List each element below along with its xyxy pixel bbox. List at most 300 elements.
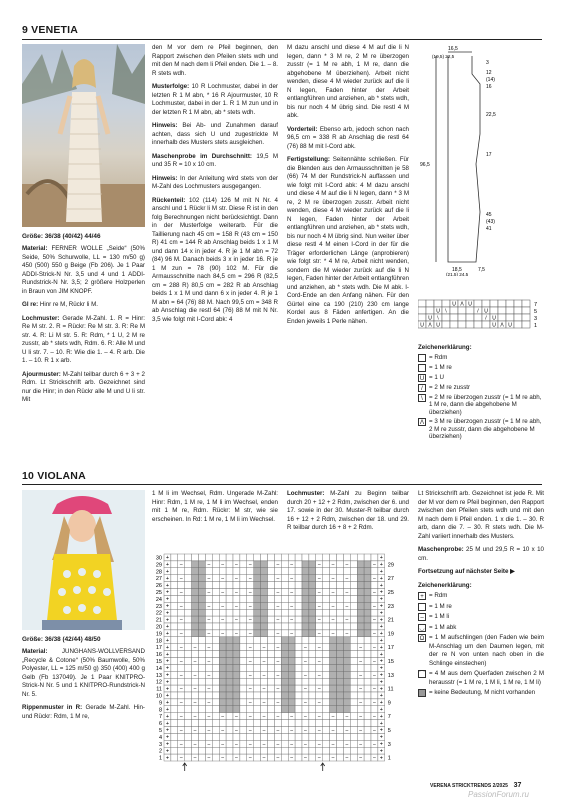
chart2-cell bbox=[192, 747, 199, 754]
venetia-legend-text: = 1 U bbox=[429, 373, 444, 381]
chart2-cell bbox=[274, 595, 281, 602]
chart2-cell bbox=[240, 747, 247, 754]
chart2-cell bbox=[295, 658, 302, 665]
chart2-cell bbox=[274, 706, 281, 713]
chart2-symbol: – bbox=[331, 755, 335, 762]
chart2-cell bbox=[233, 609, 240, 616]
chart2-cell bbox=[350, 706, 357, 713]
chart2-cell bbox=[254, 561, 261, 568]
chart2-edge-symbol: + bbox=[165, 569, 170, 575]
chart2-cell bbox=[295, 554, 302, 561]
chart2-cell bbox=[309, 554, 316, 561]
chart2-cell bbox=[185, 720, 192, 727]
chart1-cell bbox=[418, 307, 426, 314]
chart2-cell bbox=[212, 733, 219, 740]
chart2-cell bbox=[364, 623, 371, 630]
chart2-cell bbox=[171, 595, 178, 602]
chart2-row-label-left: 17 bbox=[155, 645, 162, 652]
chart2-cell bbox=[323, 671, 330, 678]
chart2-cell bbox=[254, 575, 261, 582]
chart2-symbol: – bbox=[248, 630, 252, 637]
chart2-cell bbox=[247, 568, 254, 575]
chart2-cell bbox=[274, 678, 281, 685]
chart2-cell bbox=[295, 637, 302, 644]
chart2-cell bbox=[343, 685, 350, 692]
chart2-row-label-left: 6 bbox=[158, 721, 162, 728]
chart2-cell bbox=[261, 589, 268, 596]
chart2-cell bbox=[295, 733, 302, 740]
chart2-cell bbox=[219, 658, 226, 665]
chart2-edge-symbol: + bbox=[379, 707, 383, 713]
chart2-cell bbox=[309, 609, 316, 616]
chart2-cell bbox=[192, 616, 199, 623]
rueckenteil-text: 102 (114) 126 M mit N Nr. 4 anschl und 1 Rückr li M str. Diese R ist in den folg Berechnungen nicht berücksichtigt. Dann in der Musterfolge weiterarb. Für die Taillierung nach 45 cm = 158 R (43 cm = 150 R) 41 cm = 144 R ab Anschlag beids 1 x 1 M und dann 14 x in jeder 4. R je 1 M abn = 72 (84) 96 M. Danach beids 3 x in jeder 16. R je 1 M zun = 78 (90) 102 M. Für die Armausschnitte nach 84,5 cm = 296 R (82,5 cm = 288 R) 80,5 cm = 282 R ab Anschlag beids 1 x 1 M und dann 6 x in jeder 4. R je 1 M abn = 64 (76) 88 M. Nach 99,5 cm = 348 R ab Anschlag die restl 64 (76) 88 M mit N Nr. 3,5 wie folgt mit I-Cord abk: 4 bbox=[152, 196, 278, 323]
legend-list-venetia bbox=[418, 354, 546, 441]
chart2-cell bbox=[212, 658, 219, 665]
chart2-symbol: – bbox=[317, 644, 321, 651]
violana-legend-text: = 1 M aufschlingen (den Faden wie beim M-Anschlag um den Daumen legen, mit der re N von unten nach oben in die Schlinge einstechen) bbox=[429, 634, 544, 667]
chart2-row-label-left: 2 bbox=[158, 748, 162, 755]
chart2-cell bbox=[233, 678, 240, 685]
chart2-cell bbox=[247, 706, 254, 713]
chart2-cell bbox=[274, 720, 281, 727]
chart2-cell bbox=[364, 678, 371, 685]
chart2-cell bbox=[226, 733, 233, 740]
chart2-symbol: – bbox=[207, 644, 211, 651]
chart2-cell bbox=[254, 602, 261, 609]
chart2-cell bbox=[295, 706, 302, 713]
chart2-cell bbox=[364, 747, 371, 754]
chart2-symbol: – bbox=[345, 755, 349, 762]
chart1-cell bbox=[458, 314, 466, 321]
chart2-cell bbox=[240, 616, 247, 623]
chart2-cell bbox=[185, 754, 192, 761]
chart2-cell bbox=[295, 699, 302, 706]
chart2-cell bbox=[371, 582, 378, 589]
chart2-cell bbox=[254, 692, 261, 699]
text-column-violana-4 bbox=[418, 490, 544, 780]
chart1-cell bbox=[474, 314, 482, 321]
chart2-symbol: – bbox=[262, 741, 266, 748]
chart2-cell bbox=[364, 733, 371, 740]
chart2-symbol: – bbox=[207, 561, 211, 568]
chart2-cell bbox=[302, 630, 309, 637]
chart2-edge-symbol: + bbox=[379, 603, 383, 610]
chart2-cell bbox=[185, 623, 192, 630]
chart2-cell bbox=[185, 664, 192, 671]
venetia-legend-text: = 2 M re überzogen zusstr (= 1 M re abh, 1 M re, dann die abgehobene M überziehen) bbox=[429, 393, 542, 416]
legend-title-violana: Zeichenerklärung: bbox=[418, 581, 472, 589]
chart2-cell bbox=[323, 747, 330, 754]
venetia-legend-item bbox=[418, 354, 546, 362]
chart2-cell bbox=[185, 568, 192, 575]
chart2-cell bbox=[226, 616, 233, 623]
chart1-row-label: 3 bbox=[534, 316, 538, 322]
chart2-cell bbox=[212, 623, 219, 630]
watermark: PassionForum.ru bbox=[468, 790, 529, 799]
chart2-cell bbox=[316, 595, 323, 602]
chart2-row-label-left: 27 bbox=[155, 576, 162, 583]
text-column-1 bbox=[22, 245, 145, 455]
chart2-cell bbox=[323, 602, 330, 609]
vorderteil-text: Ebenso arb, jedoch schon nach 96,5 cm = 338 R ab Anschlag die restl 64 (76) 88 M mit I-Cord abk. bbox=[287, 125, 409, 150]
chart2-cell bbox=[309, 699, 316, 706]
venetia-legend-text: = 2 M re zusstr bbox=[429, 383, 471, 391]
chart2-cell bbox=[199, 561, 206, 568]
chart2-cell bbox=[323, 554, 330, 561]
chart2-cell bbox=[254, 727, 261, 734]
chart2-cell bbox=[219, 637, 226, 644]
chart2-edge-symbol: + bbox=[379, 727, 383, 734]
chart2-cell bbox=[226, 685, 233, 692]
chart2-cell bbox=[268, 727, 275, 734]
chart2-cell bbox=[212, 713, 219, 720]
chart2-cell bbox=[364, 651, 371, 658]
chart2-cell bbox=[330, 637, 337, 644]
chart2-cell bbox=[185, 706, 192, 713]
chart2-cell bbox=[281, 699, 288, 706]
chart2-cell bbox=[240, 740, 247, 747]
chart2-cell bbox=[288, 582, 295, 589]
musterfolge-label: Musterfolge: bbox=[152, 83, 190, 90]
chart2-symbol: – bbox=[193, 644, 197, 651]
chart2-cell bbox=[330, 554, 337, 561]
chart2-cell bbox=[281, 720, 288, 727]
chart2-edge-symbol: + bbox=[379, 562, 383, 569]
chart2-symbol: – bbox=[248, 575, 252, 582]
chart2-cell bbox=[226, 658, 233, 665]
chart2-row-label-left: 28 bbox=[155, 569, 162, 576]
chart2-row-label-right: 27 bbox=[387, 576, 394, 583]
ajourmuster-text: M-Zahl teilbar durch 6 + 3 + 2 Rdm. Lt Strickschrift arb. Gezeichnet sind nur die Hinr; in den Rückr alle M und U li str. Mit bbox=[22, 370, 145, 403]
chart2-cell bbox=[171, 554, 178, 561]
chart2-cell bbox=[350, 561, 357, 568]
chart2-cell bbox=[212, 582, 219, 589]
section-title-violana: 10 VIOLANA bbox=[22, 470, 86, 482]
chart1-symbol: U bbox=[492, 315, 496, 322]
chart2-cell bbox=[185, 582, 192, 589]
chart2-row-label-right: 15 bbox=[387, 659, 394, 665]
chart2-cell bbox=[171, 644, 178, 651]
chart2-cell bbox=[212, 575, 219, 582]
chart2-cell bbox=[323, 678, 330, 685]
chart2-cell bbox=[323, 644, 330, 651]
chart2-cell bbox=[268, 554, 275, 561]
chart2-cell bbox=[178, 554, 185, 561]
chart2-edge-symbol: + bbox=[165, 720, 170, 727]
chart2-cell bbox=[233, 720, 240, 727]
maschenprobe-text: 19,5 M und 35 R = 10 x 10 cm. bbox=[152, 152, 278, 168]
chart2-row-label-left: 25 bbox=[155, 590, 162, 596]
chart2-row-label-left: 10 bbox=[155, 693, 162, 700]
chart2-edge-symbol: + bbox=[165, 679, 170, 686]
chart2-cell bbox=[178, 733, 185, 740]
chart2-cell bbox=[226, 692, 233, 699]
chart2-row-label-left: 19 bbox=[155, 631, 162, 638]
chart2-symbol: – bbox=[248, 644, 252, 651]
chart2-edge-symbol: + bbox=[165, 672, 170, 679]
chart2-cell bbox=[171, 733, 178, 740]
chart2-symbol: – bbox=[304, 644, 307, 651]
chart2-cell bbox=[330, 706, 337, 713]
chart2-symbol: – bbox=[248, 658, 252, 665]
violana-legend-text: = 1 M li bbox=[429, 613, 450, 620]
chart2-cell bbox=[295, 575, 302, 582]
chart2-edge-symbol: + bbox=[379, 755, 383, 762]
chart2-symbol: – bbox=[179, 699, 183, 706]
chart2-cell bbox=[199, 747, 206, 754]
chart2-cell bbox=[357, 623, 364, 630]
chart2-cell bbox=[254, 664, 261, 671]
chart2-cell bbox=[323, 637, 330, 644]
chart2-row-label-right: 17 bbox=[387, 645, 394, 652]
chart2-symbol: – bbox=[207, 617, 211, 624]
chart2-symbol: – bbox=[276, 727, 280, 734]
chart2-row-label-left: 26 bbox=[155, 583, 162, 590]
chart2-cell bbox=[302, 733, 309, 740]
chart2-symbol: – bbox=[235, 630, 238, 637]
chart2-cell bbox=[357, 582, 364, 589]
chart2-cell bbox=[254, 644, 261, 651]
chart2-cell bbox=[254, 616, 261, 623]
chart2-cell bbox=[281, 706, 288, 713]
chart2-symbol: – bbox=[345, 727, 349, 734]
chart1-symbol: \ bbox=[437, 315, 439, 322]
rippenmuster-text: Gerade M-Zahl. Hin- und Rückr: Rdm, 1 M re, bbox=[22, 704, 145, 720]
chart2-cell bbox=[330, 720, 337, 727]
chart2-cell bbox=[178, 623, 185, 630]
chart2-symbol: – bbox=[221, 755, 225, 762]
chart2-symbol: – bbox=[179, 561, 183, 568]
chart2-cell bbox=[185, 740, 192, 747]
chart2-symbol: – bbox=[373, 727, 376, 734]
chart1-cell bbox=[426, 300, 434, 307]
chart2-cell bbox=[295, 685, 302, 692]
chart2-cell bbox=[309, 678, 316, 685]
chart2-symbol: – bbox=[317, 686, 321, 693]
chart2-cell bbox=[240, 568, 247, 575]
chart2-cell bbox=[337, 575, 344, 582]
chart2-cell bbox=[309, 637, 316, 644]
chart2-cell bbox=[185, 644, 192, 651]
chart2-cell bbox=[226, 754, 233, 761]
chart2-cell bbox=[219, 595, 226, 602]
chart2-cell bbox=[350, 609, 357, 616]
chart2-cell bbox=[337, 740, 344, 747]
chart2-cell bbox=[192, 720, 199, 727]
chart2-cell bbox=[309, 651, 316, 658]
chart2-cell bbox=[268, 692, 275, 699]
chart1-cell bbox=[458, 321, 466, 328]
chart2-symbol: – bbox=[276, 713, 280, 720]
chart2-cell bbox=[323, 699, 330, 706]
chart2-cell bbox=[274, 637, 281, 644]
chart2-cell bbox=[330, 651, 337, 658]
chart2-cell bbox=[343, 671, 350, 678]
chart2-cell bbox=[268, 568, 275, 575]
chart2-cell bbox=[316, 582, 323, 589]
section-rule bbox=[22, 39, 542, 40]
chart2-edge-symbol: + bbox=[379, 644, 383, 651]
chart2-edge-symbol: + bbox=[379, 617, 383, 624]
chart2-edge-symbol: + bbox=[165, 617, 170, 624]
chart2-symbol: – bbox=[304, 699, 307, 706]
chart2-edge-symbol: + bbox=[165, 707, 170, 713]
chart2-cell bbox=[364, 706, 371, 713]
chart2-cell bbox=[199, 575, 206, 582]
chart2-row-label-left: 29 bbox=[155, 562, 162, 569]
chart2-cell bbox=[233, 595, 240, 602]
chart2-symbol: – bbox=[193, 699, 197, 706]
chart1-cell bbox=[506, 307, 514, 314]
chart2-cell bbox=[337, 602, 344, 609]
chart2-row-label-left: 24 bbox=[155, 596, 162, 603]
chart2-cell bbox=[226, 582, 233, 589]
chart2-cell bbox=[350, 595, 357, 602]
chart2-cell bbox=[371, 609, 378, 616]
chart2-cell bbox=[302, 678, 309, 685]
chart2-cell bbox=[240, 720, 247, 727]
chart2-cell bbox=[185, 658, 192, 665]
chart2-cell bbox=[171, 602, 178, 609]
chart2-row-label-right: 11 bbox=[387, 686, 394, 693]
chart2-cell bbox=[323, 595, 330, 602]
chart2-cell bbox=[247, 733, 254, 740]
chart2-cell bbox=[205, 623, 212, 630]
chart2-cell bbox=[371, 595, 378, 602]
chart2-symbol: – bbox=[179, 589, 183, 596]
chart2-cell bbox=[309, 616, 316, 623]
chart2-cell bbox=[343, 609, 350, 616]
chart2-cell bbox=[226, 664, 233, 671]
chart2-cell bbox=[268, 575, 275, 582]
chart2-cell bbox=[226, 644, 233, 651]
chart2-cell bbox=[357, 664, 364, 671]
chart2-cell bbox=[240, 754, 247, 761]
chart2-symbol: – bbox=[193, 727, 197, 734]
chart2-cell bbox=[199, 706, 206, 713]
schem-r6: 17 bbox=[486, 152, 492, 158]
chart2-cell bbox=[185, 616, 192, 623]
chart2-cell bbox=[268, 630, 275, 637]
material-text: FERNER WOLLE „Seide“ (50% Seide, 50% Schurwolle, LL = 130 m/50 g) 450 (500) 550 g Beige (Fb 206). Je 1 Paar ADDI-Strick-N Nr. 3,5 und 4 und 1 ADDI-Rundstrick-N Nr. 3,5; 2 größere Holzperlen in Braun von JIM KNOPF. bbox=[22, 245, 145, 295]
text-column-2 bbox=[152, 44, 278, 455]
chart2-symbol: – bbox=[331, 727, 335, 734]
chart2-row-label-left: 21 bbox=[155, 617, 162, 624]
chart2-cell bbox=[357, 616, 364, 623]
chart2-cell bbox=[357, 678, 364, 685]
chart2-cell bbox=[281, 561, 288, 568]
chart2-cell bbox=[268, 747, 275, 754]
chart2-symbol: – bbox=[276, 561, 280, 568]
chart2-cell bbox=[274, 651, 281, 658]
chart2-cell bbox=[212, 671, 219, 678]
legend-title-venetia: Zeichenerklärung: bbox=[418, 344, 472, 351]
chart2-cell bbox=[302, 602, 309, 609]
chart2-symbol: – bbox=[221, 617, 225, 624]
chart2-cell bbox=[212, 554, 219, 561]
chart1-symbol: U bbox=[508, 322, 512, 329]
chart2-cell bbox=[192, 575, 199, 582]
chart2-cell bbox=[226, 630, 233, 637]
violana-legend-text: = Rdm bbox=[429, 592, 448, 599]
chart2-edge-symbol: + bbox=[379, 589, 383, 596]
chart2-symbol: – bbox=[373, 617, 376, 624]
chart2-symbol: – bbox=[331, 630, 335, 637]
chart2-cell bbox=[199, 692, 206, 699]
chart2-cell bbox=[330, 644, 337, 651]
chart2-symbol: – bbox=[235, 741, 238, 748]
chart2-cell bbox=[295, 740, 302, 747]
chart2-cell bbox=[254, 658, 261, 665]
chart2-cell bbox=[350, 685, 357, 692]
chart2-cell bbox=[295, 616, 302, 623]
chart2-cell bbox=[192, 651, 199, 658]
chart2-cell bbox=[309, 671, 316, 678]
schem-r8: (43) bbox=[486, 219, 495, 225]
chart2-edge-symbol: + bbox=[379, 665, 383, 672]
chart2-cell bbox=[247, 582, 254, 589]
chart1-symbol: U bbox=[484, 308, 488, 315]
size-line-violana: Größe: 36/38 (42/44) 48/50 bbox=[22, 636, 101, 643]
chart2-cell bbox=[364, 727, 371, 734]
chart2-cell bbox=[178, 720, 185, 727]
chart2-symbol: – bbox=[207, 699, 211, 706]
chart2-cell bbox=[350, 678, 357, 685]
chart2-symbol: – bbox=[179, 686, 183, 693]
page-number: 37 bbox=[513, 782, 522, 789]
chart1-cell bbox=[514, 300, 522, 307]
chart2-cell bbox=[281, 747, 288, 754]
chart2-cell bbox=[199, 720, 206, 727]
chart2-symbol: – bbox=[276, 617, 280, 624]
chart2-cell bbox=[199, 630, 206, 637]
chart2-cell bbox=[212, 651, 219, 658]
chart2-symbol: – bbox=[317, 658, 321, 665]
chart2-cell bbox=[323, 658, 330, 665]
chart2-cell bbox=[350, 727, 357, 734]
chart2-cell bbox=[281, 651, 288, 658]
chart2-symbol: – bbox=[179, 658, 183, 665]
chart2-cell bbox=[268, 651, 275, 658]
chart1-cell bbox=[450, 321, 458, 328]
chart2-symbol: – bbox=[207, 658, 211, 665]
chart2-cell bbox=[371, 692, 378, 699]
chart2-cell bbox=[233, 692, 240, 699]
chart2-edge-symbol: + bbox=[379, 679, 383, 686]
chart2-cell bbox=[233, 699, 240, 706]
chart2-cell bbox=[178, 692, 185, 699]
chart2-edge-symbol: + bbox=[379, 700, 383, 707]
chart2-cell bbox=[205, 609, 212, 616]
chart2-cell bbox=[233, 554, 240, 561]
chart2-symbol: – bbox=[345, 603, 349, 610]
chart2-cell bbox=[199, 623, 206, 630]
chart2-cell bbox=[261, 609, 268, 616]
chart1-cell bbox=[482, 300, 490, 307]
chart2-cell bbox=[185, 575, 192, 582]
chart2-cell bbox=[364, 720, 371, 727]
chart2-symbol: – bbox=[304, 672, 307, 679]
chart2-cell bbox=[185, 609, 192, 616]
chart1-symbol: U bbox=[428, 315, 432, 322]
chart2-cell bbox=[261, 623, 268, 630]
chart2-cell bbox=[281, 658, 288, 665]
chart2-cell bbox=[212, 740, 219, 747]
violana-legend-item bbox=[418, 603, 544, 612]
hinweis2-label: Hinweis: bbox=[152, 174, 178, 182]
chart2-cell bbox=[212, 568, 219, 575]
